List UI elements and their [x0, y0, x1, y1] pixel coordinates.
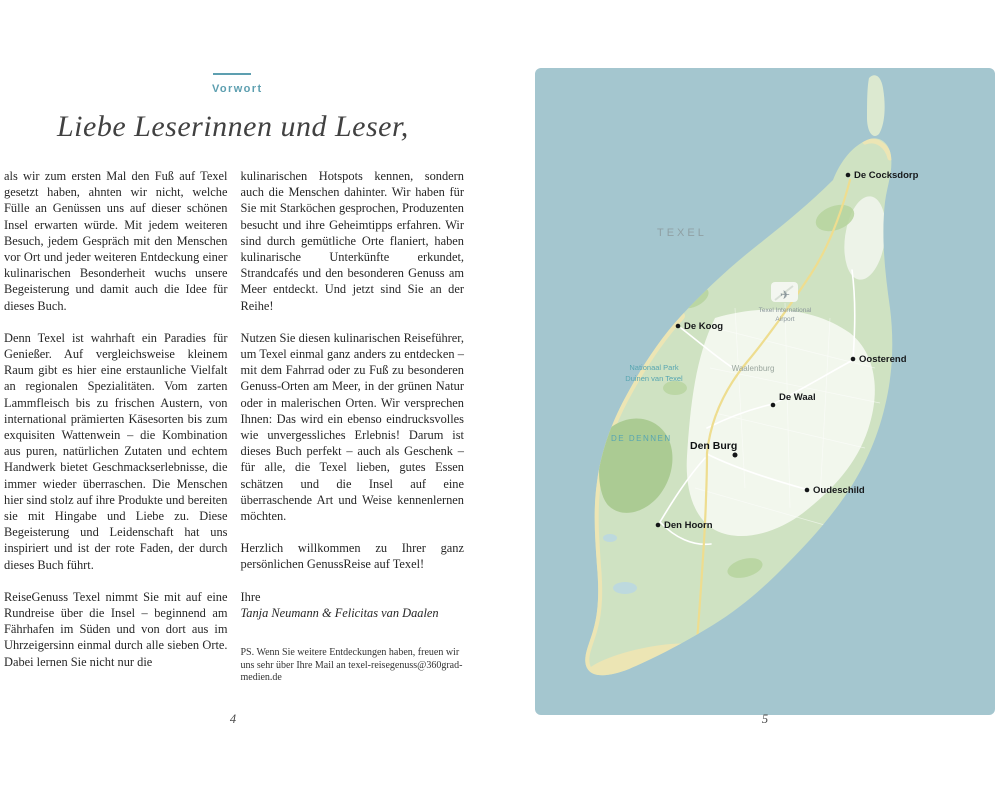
town-label-de-waal: De Waal	[779, 392, 816, 403]
lake-south	[613, 582, 637, 594]
de-dennen-label: DE DENNEN	[611, 434, 672, 443]
paragraph: kulinarischen Hotspots kennen, sondern auch die Menschen dahinter. Wir haben für Sie mit Starköchen gesprochen, Produzenten besucht und ihre Geheimtipps erfahren. Wir sind durch gemütliche Orte flaniert, haben kulinarische Unterkünfte erkundet, Strandcafés und den besonderen Genuss am Meer entdeckt. Und jetzt sind Sie an der Reihe!	[240, 169, 464, 313]
paragraph: ReiseGenuss Texel nimmt Sie mit auf eine Rundreise über die Insel – beginnend am Fährhafen im Süden und von dort aus im Uhrzeigersinn einmal durch alle sieben Orte. Dabei lernen Sie nicht nur die	[4, 589, 228, 669]
town-label-oosterend: Oosterend	[859, 354, 907, 365]
town-dot-den-burg	[733, 453, 738, 458]
town-dot-de-cocksdorp	[846, 173, 851, 178]
paragraph: Nutzen Sie diesen kulinarischen Reiseführer, um Texel einmal ganz anders zu entdecken – mit dem Fahrrad oder zu Fuß zu besonderen Genuss-Orten am Meer, in der grünen Natur oder in malerischen Orten. Wir versprechen Ihnen: Das wird ein ebenso eindrucksvolles wie unvergessliches Erlebnis! Darum ist dieses Buch perfekt – auch als Geschenk – für alle, die Texel lieben, gutes Essen schätzen und die Insel auf eine überraschende Art und Weise kennenlernen möchten.	[240, 330, 464, 524]
north-sandbar	[867, 75, 885, 136]
page-number-right: 5	[761, 712, 769, 726]
airport-label-line2: Airport	[775, 316, 795, 323]
town-dot-de-waal	[771, 403, 776, 408]
text-column-1	[4, 168, 228, 701]
airplane-icon: ✈	[779, 288, 791, 302]
text-column-2	[241, 168, 465, 701]
region-label-texel: TEXEL	[657, 227, 707, 239]
body-columns	[4, 168, 464, 701]
airport-label-line1: Texel International	[758, 307, 812, 314]
paragraph: als wir zum ersten Mal den Fuß auf Texel gesetzt haben, ahnten wir nicht, welche Fülle an Genüssen uns auf dieser schönen Insel erwarten würde. Mit jedem weiteren Besuch, jedem Gespräch mit den Menschen vor Ort und jeder weiteren Entdeckung einer kulinarischen Besonderheit wuchs unsere Begeisterung und damit auch die Idee für dieses Buch.	[4, 169, 228, 313]
texel-map-svg	[535, 68, 995, 715]
town-label-den-hoorn: Den Hoorn	[664, 520, 713, 531]
texel-map	[535, 68, 995, 715]
national-park-label-line1: Nationaal Park	[629, 363, 679, 372]
forest-patch-mid	[663, 381, 687, 395]
signature-intro: Ihre	[240, 589, 261, 604]
town-dot-oosterend	[851, 357, 856, 362]
town-dot-den-hoorn	[656, 523, 661, 528]
page-number-left: 4	[229, 712, 237, 726]
town-label-den-burg: Den Burg	[690, 440, 738, 452]
town-label-de-cocksdorp: De Cocksdorp	[854, 170, 919, 181]
signature-names: Tanja Neumann & Felicitas van Daalen	[240, 605, 439, 620]
national-park-label-line2: Duinen van Texel	[625, 374, 683, 383]
town-label-de-koog: De Koog	[684, 321, 724, 332]
paragraph: Herzlich willkommen zu Ihrer ganz persönlichen GenussReise auf Texel!	[240, 541, 464, 572]
paragraph: Denn Texel ist wahrhaft ein Paradies für Genießer. Auf vergleichsweise kleinem Raum gibt es hier eine erstaunliche Vielfalt an regionalen Spezialitäten. Vom zarten Lammfleisch bis zu frischen Austern, von international prämierten Käsesorten bis zum exquisiten Wattenwein – die Kombination aus puren, natürlichen Zutaten und echtem Handwerk bietet Geschmackserlebnisse, die immer wieder überraschen. Die Menschen hier sind stolz auf ihre Produkte und bereiten sie mit Hingabe und Liebe zu. Diese Begeisterung und Leidenschaft hat uns inspiriert und ist der rote Faden, der durch dieses Buch führt.	[4, 330, 228, 572]
town-dot-oudeschild	[805, 488, 810, 493]
section-kicker: Vorwort	[212, 83, 263, 95]
lake-dunes	[603, 534, 617, 542]
kicker-rule	[213, 73, 251, 75]
town-dot-de-koog	[676, 324, 681, 329]
postscript: PS. Wenn Sie weitere Entdeckungen haben, freuen wir uns sehr über Ihre Mail an texel-reisegenuss@360grad-medien.de	[240, 647, 463, 684]
waalenburg-label: Waalenburg	[731, 364, 775, 373]
town-label-oudeschild: Oudeschild	[813, 485, 865, 496]
foreword-title: Liebe Leserinnen und Leser,	[57, 110, 409, 143]
